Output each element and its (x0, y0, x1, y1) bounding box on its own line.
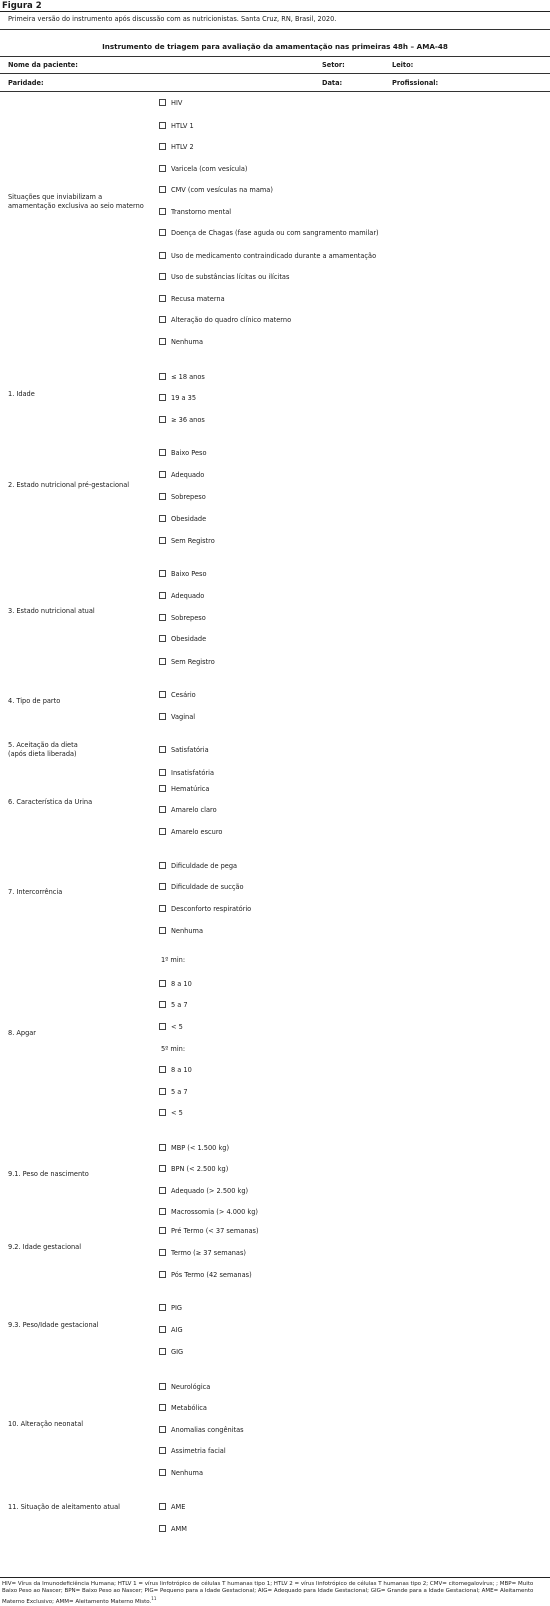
section-label: 11. Situação de aleitamento atual (8, 1502, 120, 1511)
option-9-1[interactable] (159, 1165, 228, 1174)
option-4-0[interactable] (159, 691, 196, 700)
apgar-5min-option[interactable] (159, 1109, 183, 1118)
option-label: Transtorno mental (171, 208, 232, 216)
checkbox-icon[interactable] (159, 338, 166, 345)
apgar-1min-option[interactable] (159, 1023, 183, 1032)
option-9-2[interactable] (159, 1187, 248, 1196)
footnote-ref: 11 (151, 1596, 157, 1602)
option-7-1[interactable] (159, 883, 244, 892)
checkbox-icon[interactable] (159, 905, 166, 912)
apgar-5min-option[interactable] (159, 1088, 188, 1097)
option-3-1[interactable] (159, 592, 204, 601)
checkbox-icon[interactable] (159, 570, 166, 577)
option-label: Amarelo escuro (171, 828, 223, 836)
option-label: Alteração do quadro clínico materno (171, 316, 292, 324)
option-0-11[interactable] (159, 338, 203, 347)
option-label: Dificuldade de pega (171, 862, 238, 870)
checkbox-icon[interactable] (159, 1426, 166, 1433)
option-label: Nenhuma (171, 927, 203, 935)
option-2-3[interactable] (159, 515, 206, 524)
option-0-5[interactable] (159, 208, 231, 217)
option-3-0[interactable] (159, 570, 207, 579)
option-label: Baixo Peso (171, 449, 207, 457)
section-label: 1. Idade (8, 390, 35, 399)
option-5-1[interactable] (159, 769, 214, 778)
checkbox-icon[interactable] (159, 1227, 166, 1234)
option-label: HTLV 2 (171, 143, 194, 151)
checkbox-icon[interactable] (159, 1271, 166, 1278)
option-label: Sem Registro (171, 658, 215, 666)
option-0-4[interactable] (159, 186, 273, 195)
option-label: Nenhuma (171, 338, 203, 346)
option-label: PIG (171, 1304, 183, 1312)
option-6-1[interactable] (159, 806, 217, 815)
checkbox-icon[interactable] (159, 229, 166, 236)
checkbox-icon[interactable] (159, 1187, 166, 1194)
checkbox-icon[interactable] (159, 1144, 166, 1151)
checkbox-icon[interactable] (159, 691, 166, 698)
section-label: 5. Aceitação da dieta (após dieta liberada) (8, 740, 78, 758)
option-6-0[interactable] (159, 785, 209, 794)
apgar-5min-option[interactable] (159, 1066, 192, 1075)
option-label: HIV (171, 99, 183, 107)
option-1-2[interactable] (159, 416, 205, 425)
option-label: CMV (com vesículas na mama) (171, 186, 273, 194)
checkbox-icon[interactable] (159, 1469, 166, 1476)
checkbox-icon[interactable] (159, 471, 166, 478)
section-label: 8. Apgar (8, 1029, 37, 1038)
option-label: Adequado (171, 471, 205, 479)
top-rule (0, 11, 550, 12)
patient-name-field: Nome da paciente: (8, 61, 78, 69)
checkbox-icon[interactable] (159, 806, 166, 813)
option-label: Pré Termo (< 37 semanas) (171, 1227, 259, 1235)
checkbox-icon[interactable] (159, 1066, 166, 1073)
option-label: 8 a 10 (171, 980, 192, 988)
checkbox-icon[interactable] (159, 658, 166, 665)
checkbox-icon[interactable] (159, 1348, 166, 1355)
option-label: Adequado (> 2.500 kg) (171, 1187, 249, 1195)
option-label: Anomalias congênitas (171, 1426, 244, 1434)
option-label: Hematúrica (171, 785, 210, 793)
option-label: Baixo Peso (171, 570, 207, 578)
option-7-2[interactable] (159, 905, 251, 914)
apgar-5min-label: 5º min: (161, 1045, 186, 1053)
option-label: Obesidade (171, 515, 207, 523)
checkbox-icon[interactable] (159, 316, 166, 323)
checkbox-icon[interactable] (159, 1001, 166, 1008)
option-12-2[interactable] (159, 1426, 244, 1435)
checkbox-icon[interactable] (159, 785, 166, 792)
option-label: Desconforto respiratório (171, 905, 252, 913)
option-label: Sem Registro (171, 537, 215, 545)
checkbox-icon[interactable] (159, 1249, 166, 1256)
checkbox-icon[interactable] (159, 416, 166, 423)
checkbox-icon[interactable] (159, 592, 166, 599)
option-label: 19 a 35 (171, 394, 197, 402)
header-bottom-rule (0, 91, 550, 92)
field-row-rule (0, 73, 550, 74)
option-13-1[interactable] (159, 1525, 187, 1534)
footnote (2, 1581, 548, 1606)
checkbox-icon[interactable] (159, 1503, 166, 1510)
apgar-1min-label: 1º min: (161, 956, 186, 964)
option-2-1[interactable] (159, 471, 204, 480)
option-0-2[interactable] (159, 143, 194, 152)
option-11-0[interactable] (159, 1304, 182, 1313)
checkbox-icon[interactable] (159, 769, 166, 776)
option-0-7[interactable] (159, 252, 376, 261)
checkbox-icon[interactable] (159, 99, 166, 106)
option-3-2[interactable] (159, 614, 206, 623)
parity-field: Paridade: (8, 79, 44, 87)
instrument-title: Instrumento de triagem para avaliação da amamentação nas primeiras 48h – AMA-48 (102, 42, 448, 51)
option-9-0[interactable] (159, 1144, 229, 1153)
option-label: Sobrepeso (171, 493, 206, 501)
option-11-2[interactable] (159, 1348, 183, 1357)
checkbox-icon[interactable] (159, 1088, 166, 1095)
figure-label: Figura 2 (2, 1, 42, 11)
checkbox-icon[interactable] (159, 1023, 166, 1030)
option-label: AIG (171, 1326, 183, 1334)
option-12-0[interactable] (159, 1383, 210, 1392)
option-label: Macrossomia (> 4.000 kg) (171, 1208, 258, 1216)
option-10-1[interactable] (159, 1249, 246, 1258)
option-label: Adequado (171, 592, 205, 600)
option-label: Metabólica (171, 1404, 207, 1412)
date-field: Data: (322, 79, 343, 87)
option-0-10[interactable] (159, 316, 291, 325)
checkbox-icon[interactable] (159, 394, 166, 401)
checkbox-icon[interactable] (159, 862, 166, 869)
checkbox-icon[interactable] (159, 1304, 166, 1311)
checkbox-icon[interactable] (159, 165, 166, 172)
option-label: Recusa materna (171, 295, 225, 303)
option-label: Dificuldade de sucção (171, 883, 244, 891)
option-2-4[interactable] (159, 537, 215, 546)
option-label: Nenhuma (171, 1469, 203, 1477)
option-label: 5 a 7 (171, 1088, 188, 1096)
option-label: BPN (< 2.500 kg) (171, 1165, 229, 1173)
option-label: Assimetria facial (171, 1447, 226, 1455)
checkbox-icon[interactable] (159, 208, 166, 215)
figure-caption: Primeira versão do instrumento após discussão com as nutricionistas. Santa Cruz, RN, Brasil, 2020. (8, 15, 337, 23)
checkbox-icon[interactable] (159, 1404, 166, 1411)
option-label: AME (171, 1503, 186, 1511)
option-0-8[interactable] (159, 273, 289, 282)
checkbox-icon[interactable] (159, 122, 166, 129)
option-label: Uso de medicamento contraindicado durante a amamentação (171, 252, 377, 260)
option-label: HTLV 1 (171, 122, 194, 130)
checkbox-icon[interactable] (159, 143, 166, 150)
checkbox-icon[interactable] (159, 273, 166, 280)
checkbox-icon[interactable] (159, 635, 166, 642)
option-label: < 5 (171, 1023, 183, 1031)
checkbox-icon[interactable] (159, 537, 166, 544)
option-7-0[interactable] (159, 862, 237, 871)
option-label: Insatisfatória (171, 769, 215, 777)
option-label: Satisfatória (171, 746, 209, 754)
checkbox-icon[interactable] (159, 186, 166, 193)
option-0-9[interactable] (159, 295, 225, 304)
section-label: 3. Estado nutricional atual (8, 607, 95, 616)
professional-field: Profissional: (392, 79, 439, 87)
option-10-0[interactable] (159, 1227, 259, 1236)
apgar-1min-option[interactable] (159, 980, 192, 989)
option-label: 5 a 7 (171, 1001, 188, 1009)
checkbox-icon[interactable] (159, 1326, 166, 1333)
option-12-3[interactable] (159, 1447, 226, 1456)
checkbox-icon[interactable] (159, 614, 166, 621)
checkbox-icon[interactable] (159, 828, 166, 835)
option-3-4[interactable] (159, 658, 215, 667)
bed-field: Leito: (392, 61, 414, 69)
option-9-3[interactable] (159, 1208, 258, 1217)
option-13-0[interactable] (159, 1503, 185, 1512)
section-label: Situações que inviabilizam a amamentação exclusiva ao seio materno (8, 192, 144, 211)
option-11-1[interactable] (159, 1326, 183, 1335)
option-label: Obesidade (171, 635, 207, 643)
option-label: ≥ 36 anos (171, 416, 205, 424)
option-label: 8 a 10 (171, 1066, 192, 1074)
apgar-1min-option[interactable] (159, 1001, 188, 1010)
option-10-2[interactable] (159, 1271, 252, 1280)
option-0-0[interactable] (159, 99, 182, 108)
option-label: Varicela (com vesícula) (171, 165, 248, 173)
section-label: 10. Alteração neonatal (8, 1420, 84, 1429)
option-1-1[interactable] (159, 394, 196, 403)
bottom-rule (0, 1577, 550, 1578)
option-label: Cesário (171, 691, 196, 699)
section-label: 9.1. Peso de nascimento (8, 1170, 89, 1179)
checkbox-icon[interactable] (159, 515, 166, 522)
checkbox-icon[interactable] (159, 1383, 166, 1390)
checkbox-icon[interactable] (159, 713, 166, 720)
option-5-0[interactable] (159, 746, 209, 755)
option-label: Vaginal (171, 713, 196, 721)
checkbox-icon[interactable] (159, 1208, 166, 1215)
caption-rule (0, 29, 550, 30)
section-label: 4. Tipo de parto (8, 697, 61, 706)
section-label: 2. Estado nutricional pré-gestacional (8, 480, 130, 489)
checkbox-icon[interactable] (159, 1447, 166, 1454)
option-label: Amarelo claro (171, 806, 217, 814)
option-label: Sobrepeso (171, 614, 206, 622)
section-label: 9.2. Idade gestacional (8, 1243, 82, 1252)
option-label: < 5 (171, 1109, 183, 1117)
option-3-3[interactable] (159, 635, 206, 644)
checkbox-icon[interactable] (159, 373, 166, 380)
checkbox-icon[interactable] (159, 1165, 166, 1172)
section-label: 7. Intercorrência (8, 888, 63, 897)
option-0-1[interactable] (159, 122, 194, 131)
option-label: Uso de substâncias lícitas ou ilícitas (171, 273, 290, 281)
option-label: AMM (171, 1525, 187, 1533)
option-label: Pós Termo (42 semanas) (171, 1271, 252, 1279)
footnote-text: HIV= Vírus da Imunodeficiência Humana; HTLV 1 = vírus linfotrópico de células T humanas tipo 1; HTLV 2 = vírus linfotrópico de células T humanas tipo 2; CMV= citomegalovírus; ; MBP= Muito Baixo Peso ao Nascer; BPN= Baixo Peso ao Nascer; PIG= Pequeno para a Idade Gestacional; AIG= Adequado para Idade Gestacional; GIG= Grande para a Idade Gestacional; AME= Aleitamento Materno Exclusivo; AMM= Aleitamento Materno Misto. (2, 1581, 534, 1606)
option-2-2[interactable] (159, 493, 206, 502)
option-0-6[interactable] (159, 229, 379, 238)
checkbox-icon[interactable] (159, 295, 166, 302)
sector-field: Setor: (322, 61, 345, 69)
option-1-0[interactable] (159, 373, 205, 382)
option-2-0[interactable] (159, 449, 207, 458)
option-0-3[interactable] (159, 165, 247, 174)
checkbox-icon[interactable] (159, 1109, 166, 1116)
checkbox-icon[interactable] (159, 449, 166, 456)
option-6-2[interactable] (159, 828, 222, 837)
title-rule (0, 56, 550, 57)
option-label: Neurológica (171, 1383, 211, 1391)
option-label: ≤ 18 anos (171, 373, 205, 381)
option-label: Doença de Chagas (fase aguda ou com sangramento mamilar) (171, 229, 379, 237)
checkbox-icon[interactable] (159, 883, 166, 890)
section-label: 6. Característica da Urina (8, 798, 93, 807)
option-label: Termo (≥ 37 semanas) (171, 1249, 246, 1257)
checkbox-icon[interactable] (159, 252, 166, 259)
option-4-1[interactable] (159, 713, 195, 722)
section-label: 9.3. Peso/Idade gestacional (8, 1321, 99, 1330)
checkbox-icon[interactable] (159, 493, 166, 500)
option-label: MBP (< 1.500 kg) (171, 1144, 230, 1152)
checkbox-icon[interactable] (159, 980, 166, 987)
option-12-1[interactable] (159, 1404, 207, 1413)
option-label: GIG (171, 1348, 184, 1356)
checkbox-icon[interactable] (159, 927, 166, 934)
checkbox-icon[interactable] (159, 1525, 166, 1532)
option-7-3[interactable] (159, 927, 203, 936)
checkbox-icon[interactable] (159, 746, 166, 753)
option-12-4[interactable] (159, 1469, 203, 1478)
